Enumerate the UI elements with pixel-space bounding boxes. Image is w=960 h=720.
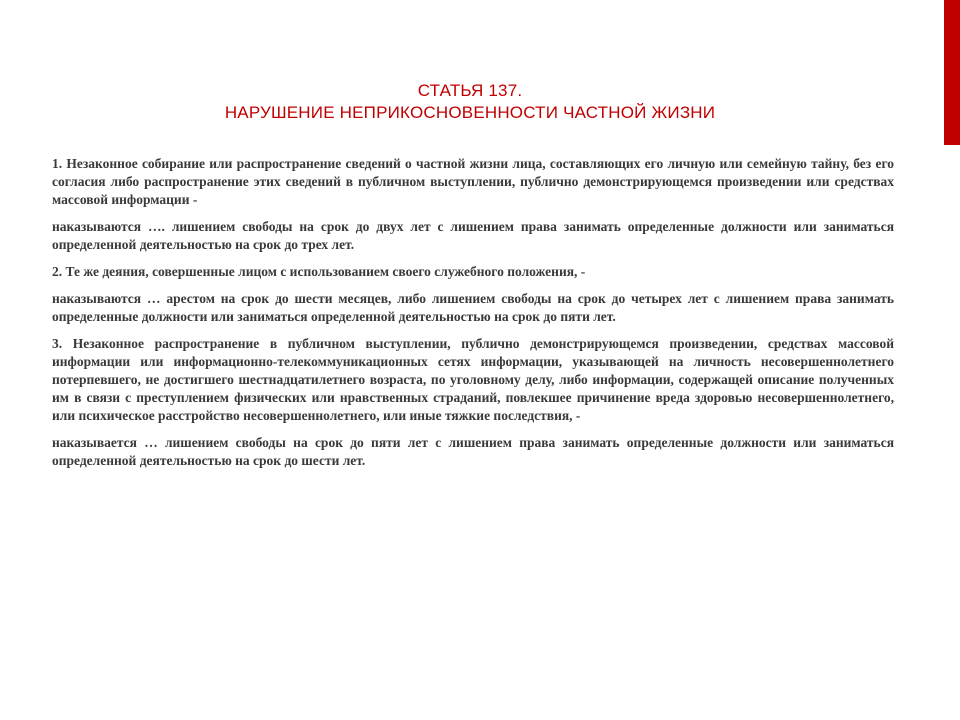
paragraph-part-3: 3. Незаконное распространение в публичном выступлении, публично демонстрирующемся произведении, средствах массовой информации или информационно-телекоммуникационных сетях информации, указывающей на личность несовершеннолетнего потерпевшего, не достигшего шестнадцатилетнего возраста, по уголовному делу, либо информации, содержащей описание полученных им в связи с преступлением физических или нравственных страданий, повлекшее причинение вреда здоровью несовершеннолетнего, или психическое расстройство несовершеннолетнего, или иные тяжкие последствия, - <box>52 336 894 423</box>
paragraph-penalty-3: наказывается … лишением свободы на срок до пяти лет с лишением права занимать определенные должности или заниматься определенной деятельностью на срок до шести лет. <box>52 435 894 468</box>
paragraph-penalty-2: наказываются … арестом на срок до шести месяцев, либо лишением свободы на срок до четырех лет с лишением права занимать определенные должности или заниматься определенной деятельностью на срок до пяти лет. <box>52 291 894 324</box>
paragraph-penalty-1: наказываются …. лишением свободы на срок до двух лет с лишением права занимать определенные должности или заниматься определенной деятельностью на срок до трех лет. <box>52 219 894 252</box>
title-line-article: СТАТЬЯ 137. <box>417 81 523 100</box>
accent-bar <box>944 0 960 145</box>
slide-title <box>100 80 840 124</box>
article-body <box>52 155 894 479</box>
paragraph-part-1: 1. Незаконное собирание или распространение сведений о частной жизни лица, составляющих его личную или семейную тайну, без его согласия либо распространение этих сведений в публичном выступлении, публично демонстрирующемся произведении или средствах массовой информации - <box>52 156 894 207</box>
paragraph-part-2: 2. Те же деяния, совершенные лицом с использованием своего служебного положения, - <box>52 264 586 279</box>
title-line-heading: НАРУШЕНИЕ НЕПРИКОСНОВЕННОСТИ ЧАСТНОЙ ЖИЗНИ <box>224 103 716 122</box>
